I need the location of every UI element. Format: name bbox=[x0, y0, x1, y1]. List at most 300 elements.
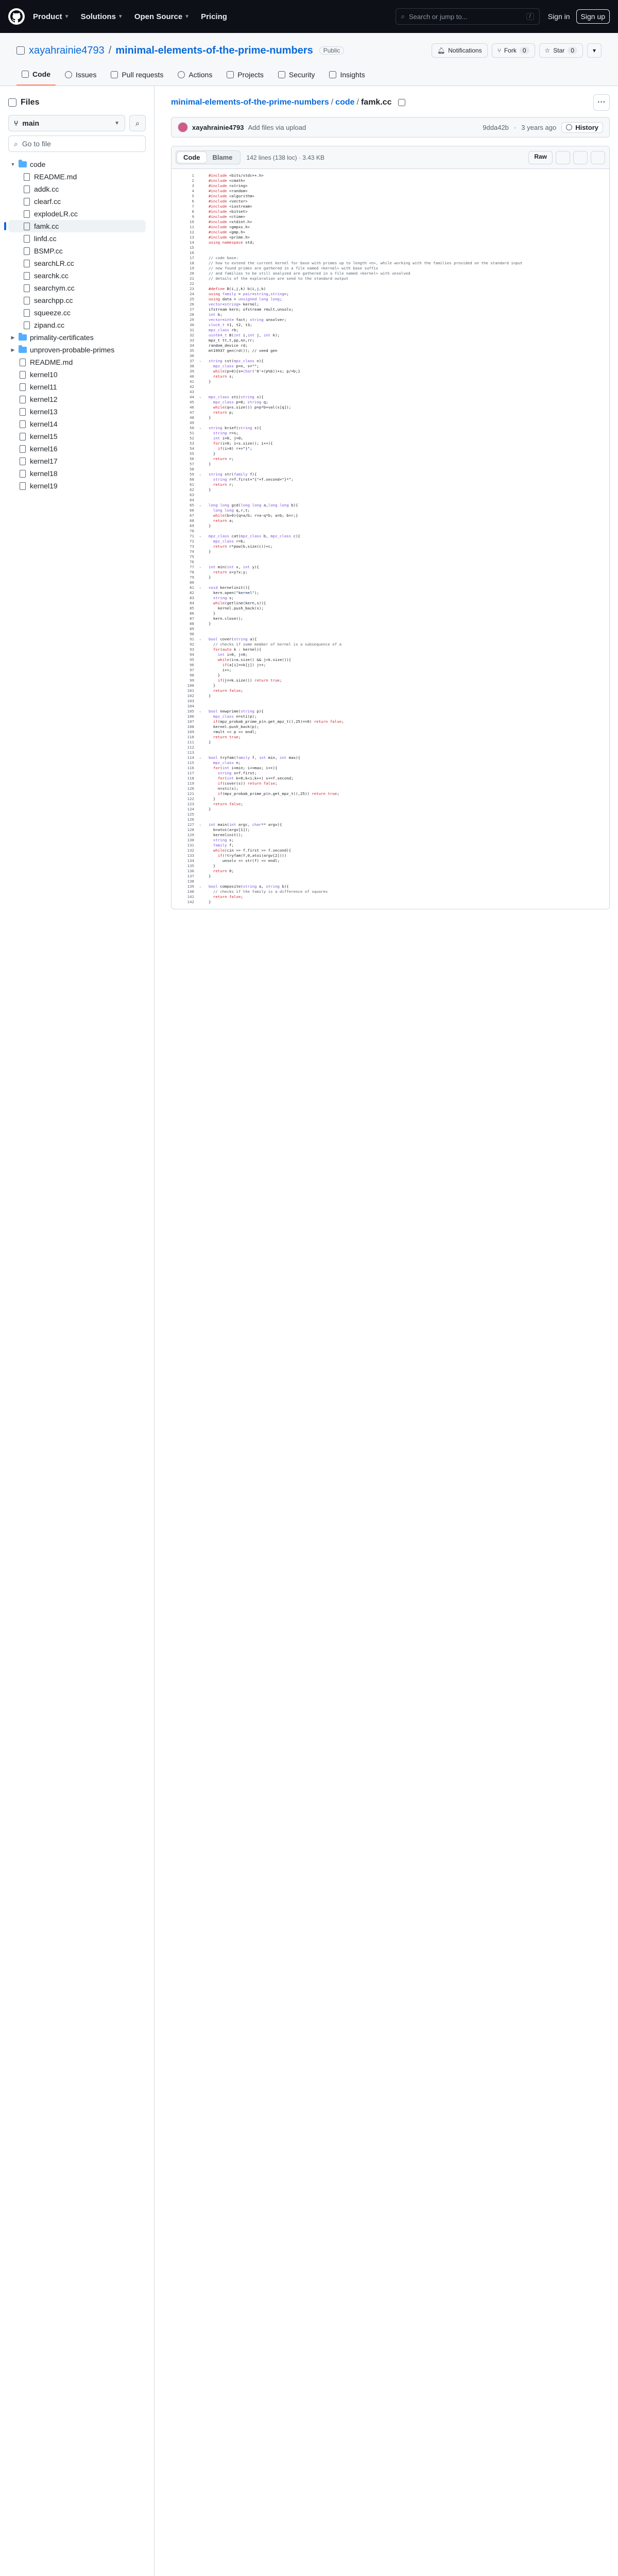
line-number[interactable]: 113 bbox=[187, 750, 194, 755]
tree-file[interactable] bbox=[8, 381, 146, 393]
breadcrumb bbox=[171, 94, 610, 111]
fold-gutter bbox=[199, 838, 209, 843]
line-number[interactable]: 78 bbox=[190, 570, 194, 574]
line-number[interactable]: 25 bbox=[190, 297, 194, 301]
breadcrumb-repo-link[interactable]: minimal-elements-of-the-prime-numbers bbox=[171, 98, 329, 107]
line-number[interactable]: 84 bbox=[190, 601, 194, 605]
code-line bbox=[171, 766, 609, 771]
tree-item-label: kernel18 bbox=[30, 469, 58, 478]
line-text: vector<string> kernel; bbox=[209, 302, 259, 307]
file-icon bbox=[24, 185, 30, 193]
tree-file[interactable] bbox=[8, 208, 146, 220]
line-number[interactable]: 12 bbox=[190, 230, 194, 234]
fold-gutter bbox=[199, 178, 209, 183]
line-number[interactable]: 60 bbox=[190, 477, 194, 482]
fold-chevron-icon[interactable]: ⌄ bbox=[199, 756, 201, 759]
line-number[interactable]: 44 bbox=[190, 395, 194, 399]
line-number[interactable]: 48 bbox=[190, 415, 194, 420]
line-number[interactable]: 26 bbox=[190, 302, 194, 307]
line-number[interactable]: 52 bbox=[190, 436, 194, 440]
breadcrumb-separator: / bbox=[331, 98, 334, 107]
tree-file[interactable] bbox=[8, 443, 146, 455]
line-number[interactable]: 43 bbox=[190, 389, 194, 394]
line-number[interactable]: 56 bbox=[190, 456, 194, 461]
fold-gutter bbox=[199, 874, 209, 879]
shield-icon bbox=[278, 71, 285, 78]
fold-gutter bbox=[199, 487, 209, 493]
raw-button[interactable]: Raw bbox=[528, 151, 553, 164]
line-number[interactable]: 139 bbox=[187, 884, 194, 889]
code-line bbox=[171, 833, 609, 838]
tab-label: Security bbox=[288, 71, 315, 79]
line-number[interactable]: 55 bbox=[190, 451, 194, 456]
file-tree bbox=[8, 158, 146, 492]
code-line bbox=[171, 621, 609, 626]
fold-chevron-icon[interactable]: ⌄ bbox=[199, 395, 201, 399]
line-number[interactable]: 80 bbox=[190, 580, 194, 585]
line-number[interactable]: 65 bbox=[190, 503, 194, 507]
line-number[interactable]: 129 bbox=[187, 833, 194, 837]
line-number[interactable]: 31 bbox=[190, 328, 194, 332]
nav-solutions[interactable]: Solutions ▼ bbox=[80, 12, 123, 21]
line-number[interactable]: 20 bbox=[190, 271, 194, 276]
copy-path-icon[interactable] bbox=[398, 99, 405, 106]
copy-raw-icon[interactable] bbox=[556, 151, 570, 164]
line-number[interactable]: 57 bbox=[190, 462, 194, 466]
line-text: } bbox=[209, 874, 211, 878]
line-number[interactable]: 90 bbox=[190, 632, 194, 636]
line-text: void kernelinit(){ bbox=[209, 585, 250, 590]
line-number[interactable]: 103 bbox=[187, 699, 194, 703]
line-number[interactable]: 128 bbox=[187, 827, 194, 832]
line-number[interactable]: 28 bbox=[190, 312, 194, 317]
line-number[interactable]: 93 bbox=[190, 647, 194, 652]
line-number[interactable]: 117 bbox=[187, 771, 194, 775]
line-number[interactable]: 22 bbox=[190, 281, 194, 286]
tree-file[interactable] bbox=[8, 269, 146, 282]
tab-pull-requests[interactable] bbox=[106, 66, 168, 86]
fold-chevron-icon[interactable]: ⌄ bbox=[199, 885, 201, 888]
line-number[interactable]: 107 bbox=[187, 719, 194, 724]
line-number[interactable]: 17 bbox=[190, 256, 194, 260]
search-icon: ⌕ bbox=[135, 118, 140, 127]
code-line bbox=[171, 626, 609, 632]
fold-chevron-icon[interactable]: ⌄ bbox=[199, 565, 201, 569]
line-text: } bbox=[209, 575, 211, 580]
fold-chevron-icon[interactable]: ⌄ bbox=[199, 586, 201, 589]
line-number[interactable]: 67 bbox=[190, 513, 194, 518]
code-view-tab[interactable]: Code bbox=[177, 152, 207, 163]
code-line bbox=[171, 637, 609, 642]
sign-in-link[interactable]: Sign in bbox=[547, 12, 570, 21]
line-number[interactable]: 34 bbox=[190, 343, 194, 348]
line-number[interactable]: 142 bbox=[187, 900, 194, 904]
notifications-button[interactable] bbox=[432, 43, 488, 58]
line-text: if(!tryfam(f,0,atoi(argv[2]))) bbox=[217, 853, 287, 858]
line-number[interactable]: 120 bbox=[187, 786, 194, 791]
tree-file[interactable] bbox=[8, 183, 146, 195]
line-text: string r=s; bbox=[213, 431, 238, 435]
line-number[interactable]: 6 bbox=[192, 199, 194, 204]
tree-file[interactable] bbox=[8, 195, 146, 208]
line-number[interactable]: 68 bbox=[190, 518, 194, 523]
line-number[interactable]: 42 bbox=[190, 384, 194, 389]
line-number[interactable]: 137 bbox=[187, 874, 194, 878]
line-number[interactable]: 104 bbox=[187, 704, 194, 708]
repo-name-link[interactable]: minimal-elements-of-the-prime-numbers bbox=[115, 44, 313, 56]
star-dropdown-button[interactable] bbox=[587, 43, 602, 58]
line-number[interactable]: 121 bbox=[187, 791, 194, 796]
more-options-button[interactable] bbox=[593, 94, 610, 111]
line-number[interactable]: 3 bbox=[192, 183, 194, 188]
fold-chevron-icon[interactable]: ⌄ bbox=[199, 359, 201, 363]
fold-chevron-icon[interactable]: ⌄ bbox=[199, 426, 201, 430]
tree-item-label: searchk.cc bbox=[34, 272, 68, 280]
line-number[interactable]: 27 bbox=[190, 307, 194, 312]
line-number[interactable]: 133 bbox=[187, 853, 194, 858]
line-number[interactable]: 4 bbox=[192, 189, 194, 193]
line-number[interactable]: 35 bbox=[190, 348, 194, 353]
fold-gutter bbox=[199, 281, 209, 286]
line-text: #include <gmpxx.h> bbox=[209, 225, 250, 229]
line-number[interactable]: 54 bbox=[190, 446, 194, 451]
line-text: vector<int> fact; string unsolver; bbox=[209, 317, 287, 322]
repo-owner-link[interactable]: xayahrainie4793 bbox=[29, 44, 105, 56]
line-number[interactable]: 136 bbox=[187, 869, 194, 873]
tab-label: Issues bbox=[76, 71, 97, 79]
line-number[interactable]: 16 bbox=[190, 250, 194, 255]
nav-pricing[interactable]: Pricing bbox=[201, 12, 227, 21]
fold-gutter bbox=[199, 333, 209, 338]
line-number[interactable]: 45 bbox=[190, 400, 194, 404]
line-number[interactable]: 86 bbox=[190, 611, 194, 616]
code-line bbox=[171, 781, 609, 786]
history-button[interactable] bbox=[561, 122, 603, 133]
line-number[interactable]: 19 bbox=[190, 266, 194, 270]
line-number[interactable]: 100 bbox=[187, 683, 194, 688]
line-text: for(int k=0;k<i;k++) s+=f.second; bbox=[217, 776, 294, 781]
tree-file[interactable] bbox=[8, 257, 146, 269]
view-toggle bbox=[176, 150, 241, 164]
line-number[interactable]: 71 bbox=[190, 534, 194, 538]
file-icon bbox=[24, 198, 30, 206]
line-number[interactable]: 14 bbox=[190, 240, 194, 245]
line-number[interactable]: 82 bbox=[190, 590, 194, 595]
line-text: string s; bbox=[213, 596, 234, 600]
line-number[interactable]: 85 bbox=[190, 606, 194, 611]
line-number[interactable]: 64 bbox=[190, 498, 194, 502]
line-number[interactable]: 47 bbox=[190, 410, 194, 415]
line-text: #include <vector> bbox=[209, 199, 248, 204]
line-number[interactable]: 32 bbox=[190, 333, 194, 337]
fold-gutter bbox=[199, 668, 209, 673]
global-search-input[interactable] bbox=[396, 8, 540, 25]
breadcrumb-folder-link[interactable]: code bbox=[335, 98, 355, 107]
line-number[interactable]: 10 bbox=[190, 219, 194, 224]
line-number[interactable]: 114 bbox=[187, 755, 194, 760]
line-number[interactable]: 105 bbox=[187, 709, 194, 714]
line-number[interactable]: 101 bbox=[187, 688, 194, 693]
nav-product[interactable]: Product ▼ bbox=[33, 12, 70, 21]
avatar[interactable] bbox=[178, 122, 188, 132]
tree-file[interactable] bbox=[8, 430, 146, 443]
line-number[interactable]: 126 bbox=[187, 817, 194, 822]
line-number[interactable]: 62 bbox=[190, 487, 194, 492]
line-number[interactable]: 69 bbox=[190, 523, 194, 528]
line-number[interactable]: 40 bbox=[190, 374, 194, 379]
tree-folder[interactable] bbox=[8, 344, 146, 356]
line-text: // new found primes are gathered in a file named <kernel> with base suffix bbox=[209, 266, 379, 270]
line-text: // checks if some member of kernel is a subsequence of a bbox=[209, 642, 342, 647]
chevron-right-icon[interactable]: ▶ bbox=[11, 334, 15, 340]
sidebar-collapse-icon[interactable] bbox=[8, 98, 16, 107]
tree-file[interactable] bbox=[8, 319, 146, 331]
tree-file[interactable] bbox=[8, 245, 146, 257]
nav-open-source[interactable]: Open Source ▼ bbox=[134, 12, 190, 21]
commit-author[interactable]: xayahrainie4793 bbox=[192, 123, 244, 131]
tree-file[interactable] bbox=[8, 480, 146, 492]
tab-projects[interactable] bbox=[221, 66, 269, 86]
line-text: if(j==k.size()) return true; bbox=[217, 678, 282, 683]
fold-chevron-icon[interactable]: ⌄ bbox=[199, 709, 201, 713]
line-number[interactable]: 89 bbox=[190, 626, 194, 631]
code-line bbox=[171, 657, 609, 663]
fold-gutter bbox=[199, 297, 209, 302]
chevron-right-icon[interactable]: ▶ bbox=[11, 347, 15, 352]
fold-gutter bbox=[199, 714, 209, 719]
line-number[interactable]: 110 bbox=[187, 735, 194, 739]
tree-file[interactable] bbox=[8, 356, 146, 368]
line-number[interactable]: 106 bbox=[187, 714, 194, 719]
code-line bbox=[171, 456, 609, 462]
tab-code[interactable] bbox=[16, 66, 56, 86]
line-number[interactable]: 73 bbox=[190, 544, 194, 549]
line-number[interactable]: 33 bbox=[190, 338, 194, 343]
line-number[interactable]: 76 bbox=[190, 560, 194, 564]
tree-file[interactable] bbox=[8, 307, 146, 319]
line-number[interactable]: 51 bbox=[190, 431, 194, 435]
fold-gutter bbox=[199, 704, 209, 709]
line-number[interactable]: 79 bbox=[190, 575, 194, 580]
code-line bbox=[171, 353, 609, 359]
line-number[interactable]: 94 bbox=[190, 652, 194, 657]
line-number[interactable]: 77 bbox=[190, 565, 194, 569]
line-number[interactable]: 125 bbox=[187, 812, 194, 817]
commit-message[interactable]: Add files via upload bbox=[248, 123, 306, 131]
line-number[interactable]: 30 bbox=[190, 323, 194, 327]
tab-issues[interactable] bbox=[60, 66, 101, 86]
issue-icon bbox=[65, 71, 72, 78]
line-number[interactable]: 24 bbox=[190, 292, 194, 296]
fold-gutter bbox=[199, 420, 209, 426]
line-number[interactable]: 23 bbox=[190, 286, 194, 291]
go-to-file-input[interactable] bbox=[8, 135, 146, 152]
code-line bbox=[171, 668, 609, 673]
line-text: kernel.push_back(p); bbox=[209, 724, 259, 729]
tree-item-label: unproven-probable-primes bbox=[30, 346, 115, 354]
line-number[interactable]: 122 bbox=[187, 796, 194, 801]
line-number[interactable]: 115 bbox=[187, 760, 194, 765]
line-number[interactable]: 29 bbox=[190, 317, 194, 322]
tree-file[interactable] bbox=[8, 171, 146, 183]
line-number[interactable]: 13 bbox=[190, 235, 194, 240]
tree-file[interactable] bbox=[8, 232, 146, 245]
fold-gutter bbox=[199, 611, 209, 616]
line-number[interactable]: 1 bbox=[192, 173, 194, 178]
line-text: } bbox=[209, 683, 216, 688]
line-number[interactable]: 7 bbox=[192, 204, 194, 209]
fold-gutter bbox=[199, 384, 209, 389]
fold-chevron-icon[interactable]: ⌄ bbox=[199, 503, 201, 507]
tree-file[interactable] bbox=[8, 393, 146, 405]
fold-gutter bbox=[199, 410, 209, 415]
blame-view-tab[interactable]: Blame bbox=[212, 154, 233, 161]
line-number[interactable]: 83 bbox=[190, 596, 194, 600]
line-number[interactable]: 95 bbox=[190, 657, 194, 662]
tree-file[interactable] bbox=[8, 294, 146, 307]
line-number[interactable]: 127 bbox=[187, 822, 194, 827]
line-number[interactable]: 123 bbox=[187, 802, 194, 806]
fold-gutter bbox=[199, 276, 209, 281]
line-number[interactable]: 131 bbox=[187, 843, 194, 848]
tab-insights[interactable] bbox=[324, 66, 370, 86]
line-number[interactable]: 49 bbox=[190, 420, 194, 425]
code-line bbox=[171, 343, 609, 348]
line-number[interactable]: 99 bbox=[190, 678, 194, 683]
line-number[interactable]: 18 bbox=[190, 261, 194, 265]
line-number[interactable]: 138 bbox=[187, 879, 194, 884]
line-number[interactable]: 141 bbox=[187, 894, 194, 899]
search-files-button[interactable] bbox=[129, 115, 146, 131]
tree-folder[interactable] bbox=[8, 158, 146, 171]
line-number[interactable]: 118 bbox=[187, 776, 194, 781]
tree-file[interactable] bbox=[8, 220, 146, 232]
line-number[interactable]: 72 bbox=[190, 539, 194, 544]
commit-hash[interactable]: 9dda42b bbox=[483, 123, 509, 131]
line-number[interactable]: 140 bbox=[187, 889, 194, 894]
line-number[interactable]: 119 bbox=[187, 781, 194, 786]
line-number[interactable]: 58 bbox=[190, 467, 194, 471]
tab-security[interactable] bbox=[273, 66, 320, 86]
line-number[interactable]: 50 bbox=[190, 426, 194, 430]
star-button[interactable] bbox=[539, 43, 583, 58]
repo-header bbox=[0, 33, 618, 86]
line-number[interactable]: 66 bbox=[190, 508, 194, 513]
tree-file[interactable] bbox=[8, 282, 146, 294]
line-number[interactable]: 21 bbox=[190, 276, 194, 281]
fold-chevron-icon[interactable]: ⌄ bbox=[199, 534, 201, 538]
fold-gutter bbox=[199, 338, 209, 343]
branch-selector[interactable] bbox=[8, 115, 125, 131]
fold-chevron-icon[interactable]: ⌄ bbox=[199, 823, 201, 826]
line-number[interactable]: 8 bbox=[192, 209, 194, 214]
line-number[interactable]: 134 bbox=[187, 858, 194, 863]
line-number[interactable]: 15 bbox=[190, 245, 194, 250]
chevron-down-icon[interactable]: ▼ bbox=[10, 162, 15, 167]
line-number[interactable]: 81 bbox=[190, 585, 194, 590]
line-number[interactable]: 38 bbox=[190, 364, 194, 368]
tree-file[interactable] bbox=[8, 405, 146, 418]
line-number[interactable]: 39 bbox=[190, 369, 194, 374]
tab-actions[interactable] bbox=[173, 66, 217, 86]
fold-chevron-icon[interactable]: ⌄ bbox=[199, 472, 201, 476]
fork-button[interactable] bbox=[492, 43, 535, 58]
bell-icon: 🔔︎ bbox=[437, 47, 445, 54]
line-number[interactable]: 132 bbox=[187, 848, 194, 853]
tree-file[interactable] bbox=[8, 455, 146, 467]
code-line bbox=[171, 704, 609, 709]
line-number[interactable]: 36 bbox=[190, 353, 194, 358]
line-number[interactable]: 135 bbox=[187, 863, 194, 868]
line-number[interactable]: 9 bbox=[192, 214, 194, 219]
line-number[interactable]: 96 bbox=[190, 663, 194, 667]
line-number[interactable]: 74 bbox=[190, 549, 194, 554]
line-number[interactable]: 92 bbox=[190, 642, 194, 647]
line-number[interactable]: 98 bbox=[190, 673, 194, 677]
code-line bbox=[171, 477, 609, 482]
file-icon bbox=[20, 408, 26, 416]
line-number[interactable]: 130 bbox=[187, 838, 194, 842]
line-number[interactable]: 63 bbox=[190, 493, 194, 497]
line-number[interactable]: 87 bbox=[190, 616, 194, 621]
line-number[interactable]: 111 bbox=[187, 740, 194, 744]
github-logo-icon[interactable] bbox=[8, 8, 25, 25]
tree-folder[interactable] bbox=[8, 331, 146, 344]
line-number[interactable]: 2 bbox=[192, 178, 194, 183]
line-number[interactable]: 46 bbox=[190, 405, 194, 410]
line-text: #include <bitset> bbox=[209, 209, 248, 214]
fold-chevron-icon[interactable]: ⌄ bbox=[199, 637, 201, 641]
code-line bbox=[171, 786, 609, 791]
line-number[interactable]: 53 bbox=[190, 441, 194, 446]
fold-gutter bbox=[199, 683, 209, 688]
line-number[interactable]: 109 bbox=[187, 730, 194, 734]
file-icon bbox=[24, 247, 30, 255]
line-text: } bbox=[209, 863, 216, 868]
tree-file[interactable] bbox=[8, 418, 146, 430]
fold-gutter bbox=[199, 730, 209, 735]
line-number[interactable]: 97 bbox=[190, 668, 194, 672]
code-line bbox=[171, 560, 609, 565]
code-line bbox=[171, 219, 609, 225]
line-number[interactable]: 41 bbox=[190, 379, 194, 384]
line-number[interactable]: 88 bbox=[190, 621, 194, 626]
line-number[interactable]: 37 bbox=[190, 359, 194, 363]
line-number[interactable]: 102 bbox=[187, 693, 194, 698]
line-number[interactable]: 108 bbox=[187, 724, 194, 729]
line-number[interactable]: 5 bbox=[192, 194, 194, 198]
symbols-icon[interactable] bbox=[591, 151, 605, 164]
sign-up-button[interactable]: Sign up bbox=[576, 9, 610, 24]
tree-file[interactable] bbox=[8, 368, 146, 381]
line-number[interactable]: 11 bbox=[190, 225, 194, 229]
line-number[interactable]: 75 bbox=[190, 554, 194, 559]
line-number[interactable]: 91 bbox=[190, 637, 194, 641]
download-icon[interactable] bbox=[573, 151, 588, 164]
line-number[interactable]: 61 bbox=[190, 482, 194, 487]
line-number[interactable]: 116 bbox=[187, 766, 194, 770]
line-text: } bbox=[209, 415, 211, 420]
line-text: mt19937 gen(rd()); // seed gen bbox=[209, 348, 278, 353]
code-viewer[interactable] bbox=[171, 169, 609, 909]
line-number[interactable]: 112 bbox=[187, 745, 194, 750]
line-number[interactable]: 59 bbox=[190, 472, 194, 477]
line-number[interactable]: 124 bbox=[187, 807, 194, 811]
fold-gutter bbox=[199, 307, 209, 312]
tree-file[interactable] bbox=[8, 467, 146, 480]
line-text: string cst(mpz_class n){ bbox=[209, 359, 264, 363]
line-number[interactable]: 70 bbox=[190, 529, 194, 533]
